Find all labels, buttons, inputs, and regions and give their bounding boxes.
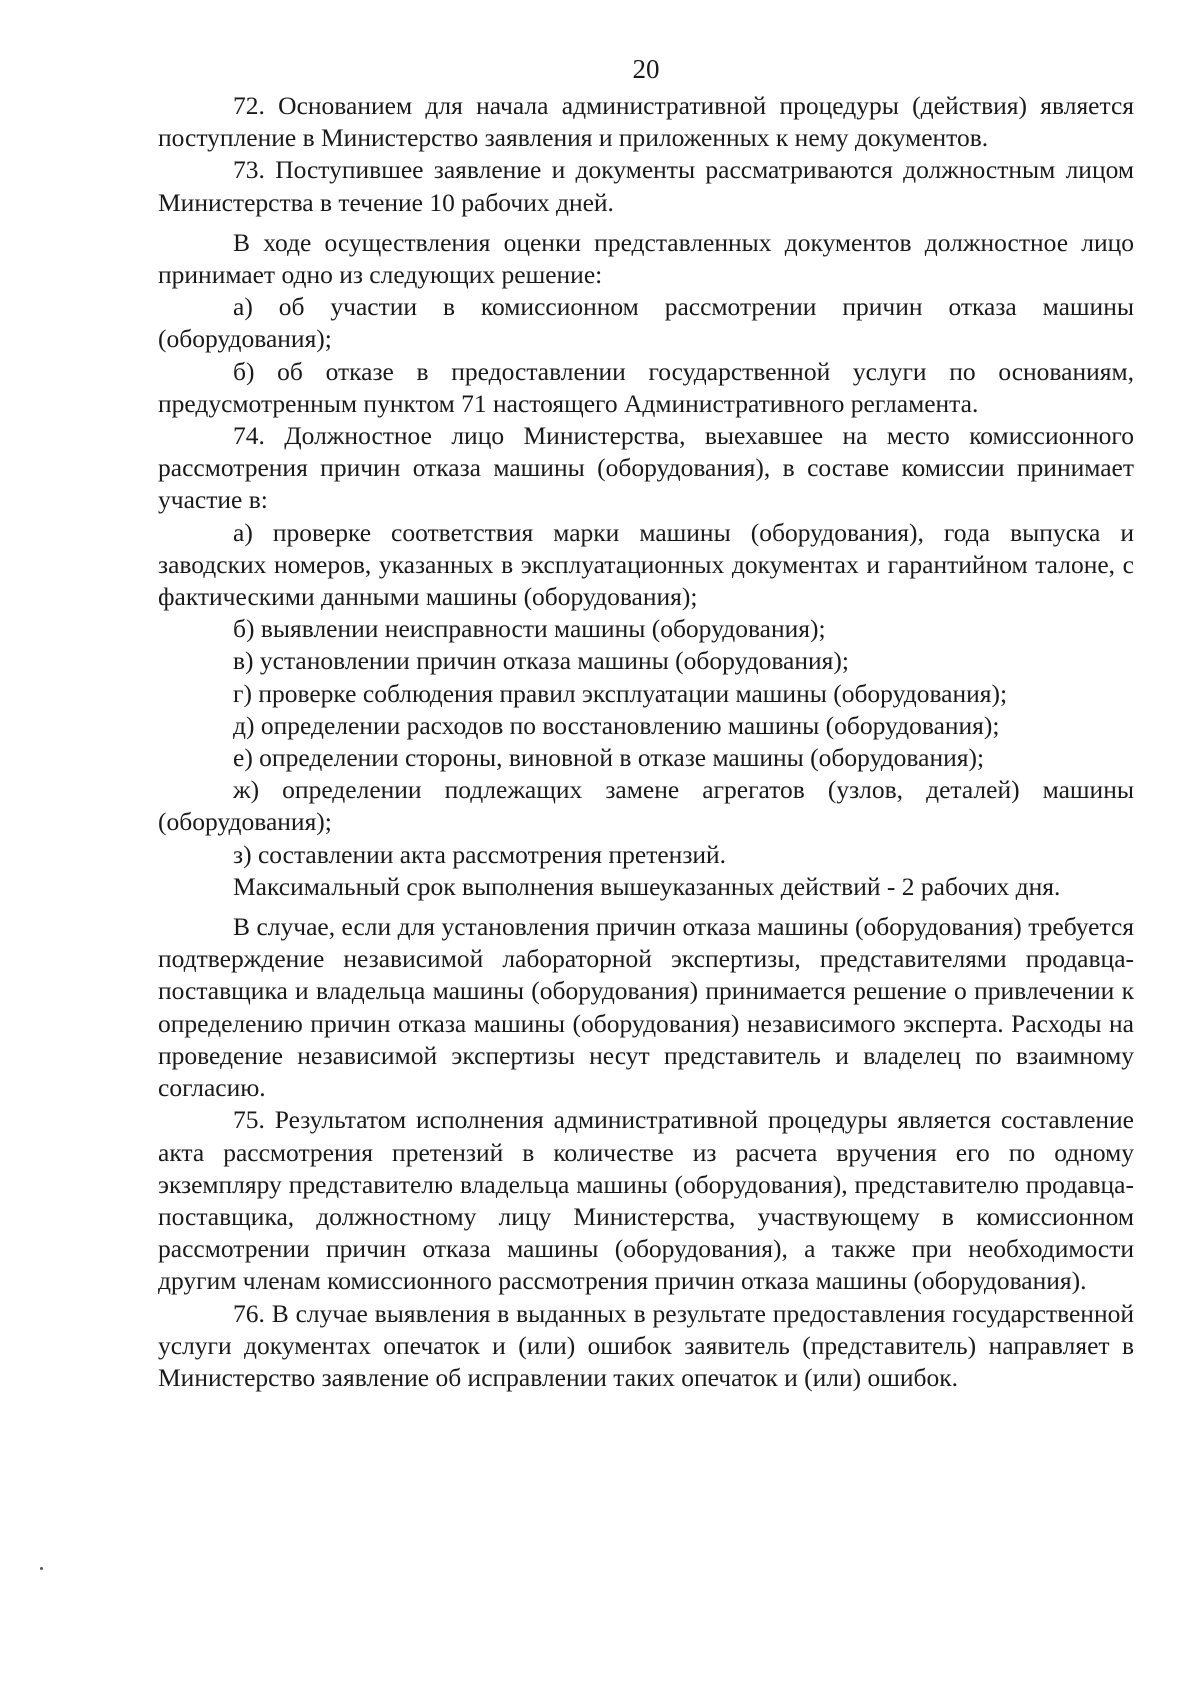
list-item-a: а) проверке соответствия марки машины (оборудования), года выпуска и заводских номеров, указанных в эксплуатационных документах и гарантийном талоне, с фактическими данными машины (оборудования); (158, 517, 1134, 612)
list-item-b: б) выявлении неисправности машины (оборудования); (233, 614, 826, 644)
list-item-g: г) проверке соблюдения правил эксплуатации машины (оборудования); (233, 678, 1008, 708)
list-item-zh: ж) определении подлежащих замене агрегатов (узлов, деталей) машины (оборудования); (158, 775, 1134, 837)
scan-dot (40, 1567, 43, 1570)
paragraph-assessment: В ходе осуществления оценки представленных документов должностное лицо принимает одно из следующих решение: (158, 227, 1134, 290)
list-item-e: е) определении стороны, виновной в отказе машины (оборудования); (233, 743, 985, 773)
paragraph-74: 74. Должностное лицо Министерства, выехавшее на место комиссионного рассмотрения причин отказа машины (оборудования), в составе комиссии принимает участие в: (158, 421, 1134, 515)
list-item-z: з) составлении акта рассмотрения претензий. (233, 839, 727, 869)
page-number: 20 (632, 54, 660, 84)
list-item-d: д) определении расходов по восстановлению машины (оборудования); (233, 710, 1000, 740)
paragraph-72: 72. Основанием для начала административной процедуры (действия) является поступление в Министерство заявления и приложенных к нему документов. (158, 91, 1134, 153)
paragraph-76: 76. В случае выявления в выданных в результате предоставления государственной услуги документах опечаток и (или) ошибок заявитель (представитель) направляет в Министерство заявление об исправлении таких опечаток и (или) ошибок. (158, 1298, 1134, 1392)
paragraph-expertise: В случае, если для установления причин отказа машины (оборудования) требуется подтверждение независимой лабораторной экспертизы, представителями продавца-поставщика и владельца машины (оборудования) принимается решение о привлечении к определению причин отказа машины (оборудования) независимого эксперта. Расходы на проведение независимой экспертизы несут представитель и владелец по взаимному согласию. (158, 912, 1134, 1103)
paragraph-decision-b: б) об отказе в предоставлении государственной услуги по основаниям, предусмотренным пунктом 71 настоящего Административного регламента. (158, 356, 1134, 418)
paragraph-73: 73. Поступившее заявление и документы рассматриваются должностным лицом Министерства в течение 10 рабочих дней. (158, 155, 1134, 217)
list-item-v: в) установлении причин отказа машины (оборудования); (233, 646, 849, 676)
paragraph-75: 75. Результатом исполнения административной процедуры является составление акта рассмотрения претензий в количестве из расчета вручения его по одному экземпляру представителю владельца машины (оборудования), представителю продавца-поставщика, должностному лицу Министерства, участвующему в комиссионном рассмотрении причин отказа машины (оборудования), а также при необходимости другим членам комиссионного рассмотрения причин отказа машины (оборудования). (158, 1105, 1134, 1296)
paragraph-decision-a: а) об участии в комиссионном рассмотрении причин отказа машины (оборудования); (158, 292, 1134, 354)
paragraph-max-term: Максимальный срок выполнения вышеуказанных действий - 2 рабочих дня. (233, 871, 1061, 901)
